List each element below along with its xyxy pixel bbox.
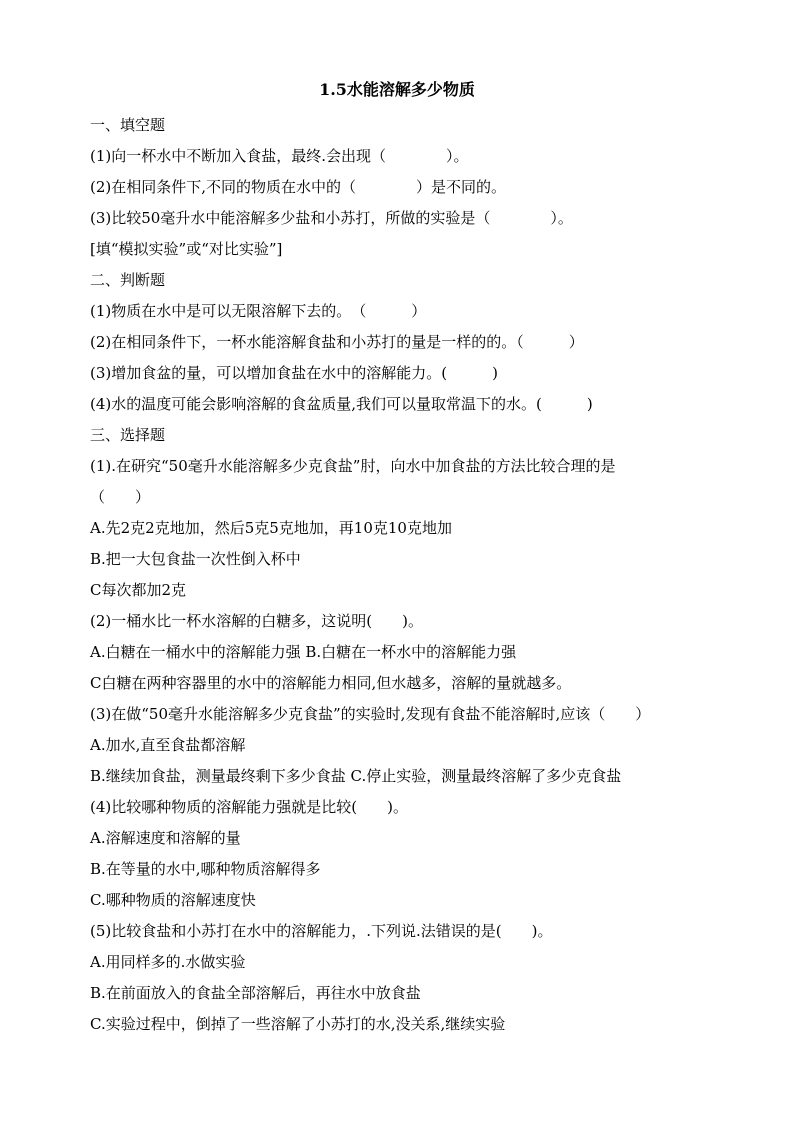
fill-in-question-3: (3)比较50毫升水中能溶解多少盐和小苏打，所做的实验是（ ）。	[90, 209, 573, 227]
choice-question-2-option-c: C白糖在两种容器里的水中的溶解能力相同,但水越多，溶解的量就越多。	[90, 674, 572, 692]
true-false-question-4: (4)水的温度可能会影响溶解的食盆质量,我们可以量取常温下的水。( )	[90, 395, 593, 413]
choice-question-1-option-b: B.把一大包食盐一次性倒入杯中	[90, 550, 301, 568]
choice-question-2-options-ab: A.白糖在一桶水中的溶解能力强 B.白糖在一杯水中的溶解能力强	[90, 643, 517, 661]
section-heading-fill-in: 一、填空题	[90, 116, 166, 134]
document-body	[90, 110, 730, 1040]
choice-question-5-option-c: C.实验过程中，倒掉了一些溶解了小苏打的水,没关系,继续实验	[90, 1015, 506, 1033]
choice-question-5: (5)比较食盐和小苏打在水中的溶解能力，.下列说.法错误的是( )。	[90, 922, 553, 940]
choice-question-4-option-c: C.哪种物质的溶解速度快	[90, 891, 256, 909]
true-false-question-2: (2)在相同条件下，一杯水能溶解食盐和小苏打的量是一样的的。（ ）	[90, 333, 584, 351]
section-heading-true-false: 二、判断题	[90, 271, 166, 289]
fill-in-question-2: (2)在相同条件下,不同的物质在水中的（ ）是不同的。	[90, 178, 507, 196]
true-false-question-3: (3)增加食盆的量，可以增加食盐在水中的溶解能力。( )	[90, 364, 498, 382]
choice-question-3: (3)在做“50毫升水能溶解多少克食盐”的实验时,发现有食盐不能溶解时,应该（ ）	[90, 705, 651, 723]
document-title: 1.5水能溶解多少物质	[319, 80, 475, 99]
choice-question-3-options-bc: B.继续加食盐，测量最终剩下多少食盐 C.停止实验，测量最终溶解了多少克食盐	[90, 767, 622, 785]
choice-question-5-option-b: B.在前面放入的食盐全部溶解后，再往水中放食盐	[90, 984, 421, 1002]
choice-question-4: (4)比较哪种物质的溶解能力强就是比较( )。	[90, 798, 408, 816]
choice-question-4-option-b: B.在等量的水中,哪种物质溶解得多	[90, 860, 321, 878]
fill-in-question-1: (1)向一杯水中不断加入食盐，最终.会出现（ ）。	[90, 147, 469, 165]
choice-question-1-option-a: A.先2克2克地加，然后5克5克地加，再10克10克地加	[90, 519, 452, 537]
choice-question-1: (1).在研究“50毫升水能溶解多少克食盐”肘，向水中加食盐的方法比较合理的是	[90, 457, 616, 475]
choice-question-1-option-c: C每次都加2克	[90, 581, 187, 599]
true-false-question-1: (1)物质在水中是可以无限溶解下去的。 （ ）	[90, 302, 427, 320]
choice-question-3-option-a: A.加水,直至食盐都溶解	[90, 736, 246, 754]
choice-question-2: (2)一桶水比一杯水溶解的白糖多，这说明( )。	[90, 612, 423, 630]
choice-question-1-blank: （ ）	[90, 488, 151, 506]
choice-question-4-option-a: A.溶解速度和溶解的量	[90, 829, 241, 847]
section-heading-multiple-choice: 三、选择题	[90, 426, 166, 444]
fill-in-question-3-hint: [填“模拟实验”或“对比实验”]	[90, 240, 283, 258]
choice-question-5-option-a: A.用同样多的.水做实验	[90, 953, 246, 971]
